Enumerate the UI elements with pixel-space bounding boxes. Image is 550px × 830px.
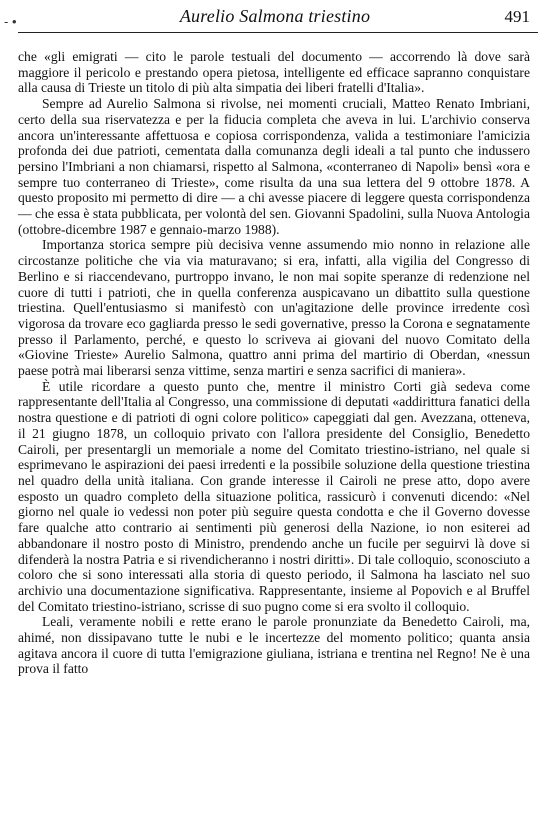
page-header bbox=[0, 0, 550, 40]
paragraph: Sempre ad Aurelio Salmona si rivolse, nei momenti cruciali, Matteo Renato Imbriani, certo della sua riservatezza e per la fiducia completa che aveva in lui. L'archivio conserva ancora un'interessante affettuosa e copiosa corrispondenza, valida a testimoniare l'amicizia profonda dei due patrioti, cementata dalla comunanza degli ideali a tal punto che indussero persino l'Imbriani a non chiamarsi, rispetto al Salmona, «conterraneo di Napoli» bensì «ora e sempre tuo conterraneo di Trieste», come risulta da una sua lettera del 9 ottobre 1878. A questo proposito mi permetto di dire — a chi avesse piacere di leggere questa corrispondenza — che essa è stata pubblicata, per volontà del sen. Giovanni Spadolini, sulla Nuova Antologia (ottobre-dicembre 1987 e gennaio-marzo 1988). bbox=[18, 96, 530, 237]
paragraph: È utile ricordare a questo punto che, mentre il ministro Corti già sedeva come rappresentante dell'Italia al Congresso, una commissione di deputati «addirittura fanatici della nostra questione e di patrioti di ogni colore politico» capeggiati dal gen. Avezzana, otteneva, il 21 giugno 1878, un colloquio privato con l'allora presidente del Consiglio, Benedetto Cairoli, per presentargli un memoriale a nome del Comitato triestino-istriano, nel quale si esprimevano le aspirazioni dei paesi irredenti e la possibile soluzione della questione triestina nel quadro della unità italiana. Con grande interesse il Cairoli ne prese atto, dopo avere esposto un quadro completo della situazione politica, rassicurò i convenuti dicendo: «Nel giorno nel quale io vedessi non poter più seguire questa condotta e che il Governo dovesse fare qualche atto contrario ai sentimenti più generosi della Nazione, io non esiterei ad abbandonare il nostro posto di Ministro, prendendo anche un fucile per seguirvi là dove si difenderà la nostra Patria e si rivendicheranno i nostri diritti». Di tale colloquio, sconosciuto a coloro che si sono interessati alla storia di questo periodo, il Salmona ha lasciato nel suo archivio una documentazione significativa. Rappresentante, insieme al Popovich e al Bruffel del Comitato triestino-istriano, scrisse di suo pugno come si era svolto il colloquio. bbox=[18, 378, 530, 614]
paragraph: che «gli emigrati — cito le parole testuali del documento — accorrendo là dove sarà maggiore il pericolo e prestando opera pietosa, intelligente ed efficace sapranno conquistare alla causa di Trieste un titolo di più alta simpatia dei liberi fratelli d'Italia». bbox=[18, 49, 530, 96]
paragraph: Leali, veramente nobili e rette erano le parole pronunziate da Benedetto Cairoli, ma, ahimé, non dissipavano tutte le nubi e le incertezze del momento politico; quanta ansia agitava ancora il cuore di tutta l'emigrazione giuliana, istriana e trentina nel Regno! Ne è una prova il fatto bbox=[18, 614, 530, 677]
running-title: Aurelio Salmona triestino bbox=[179, 6, 371, 26]
margin-mark: - • bbox=[4, 14, 17, 29]
paragraph: Importanza storica sempre più decisiva venne assumendo mio nonno in relazione alle circostanze politiche che via via maturavano; si era, infatti, alla vigilia del Congresso di Berlino e si riaccendevano, purtroppo invano, le non mai sopite speranze di redenzione nel cuore di tutti i patrioti, che in quella conferenza auspicavano un dibattito sulla questione triestina. Quell'entusiasmo si manifestò con un'agitazione delle province irredente così vigorosa da trovare eco gagliarda presso le sedi governative, presso la Corona e segnatamente presso il Parlamento, perché, e questo lo scriveva ai giovani del nuovo Comitato della «Giovine Trieste» Aurelio Salmona, quattro anni prima del martirio di Oberdan, «nessun paese potrà mai liberarsi senza vittime, senza martiri e senza sacrifici di maniera». bbox=[18, 237, 530, 379]
header-rule bbox=[18, 32, 538, 33]
body-text bbox=[18, 49, 530, 677]
page-number: 491 bbox=[504, 7, 530, 26]
